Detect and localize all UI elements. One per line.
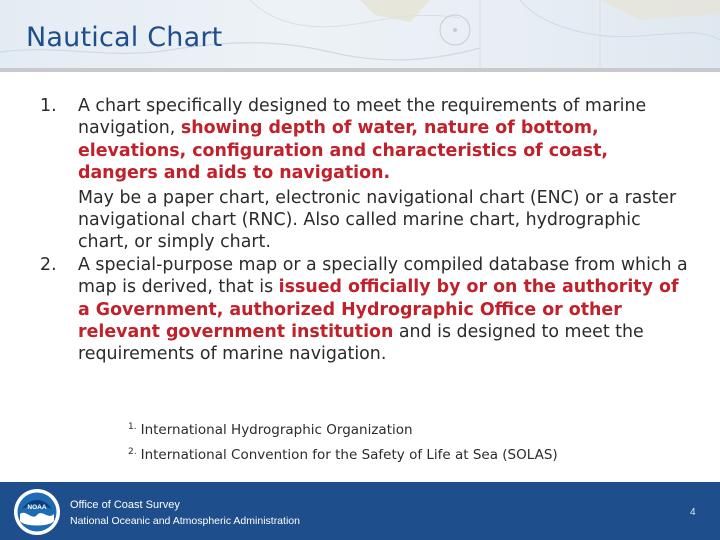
definition-number: 2. [40,254,57,275]
definition-end: . [383,163,391,184]
footnote-2 [128,441,558,466]
definition-item-1 [38,95,688,185]
definition-highlight: issued officially by or on the authority of a Government, authorized Hydrographic Office or other relevant government institution [78,277,679,343]
header-divider [0,68,720,72]
definition-text: A special-purpose map or a specially compiled database from which a map is derived, that is [78,254,688,298]
page-number: 4 [690,507,696,518]
slide-title: Nautical Chart [26,22,223,53]
definition-end: and is designed to meet the requirements of marine navigation. [78,322,644,365]
header-band [0,0,720,68]
footnote-mark: 1. [128,422,137,432]
footnote-1 [128,416,558,441]
definition-text: A chart specifically designed to meet the requirements of marine navigation, [78,96,647,139]
footnotes [128,416,558,466]
definition-number: 1. [40,96,57,116]
definition-list [38,95,688,366]
definition-item-2 [38,254,688,366]
footnote-mark: 2. [128,447,137,457]
footnote-text: International Convention for the Safety of Life at Sea (SOLAS) [140,447,558,463]
footer-bar [0,482,720,540]
logo-text: NOAA [27,504,47,511]
agency-name: National Oceanic and Atmospheric Administration [70,515,300,527]
definition-note: May be a paper chart, electronic navigational chart (ENC) or a raster navigational chart (RNC). Also called marine chart, hydrographic chart, or simply chart. [78,187,677,253]
definition-highlight: showing depth of water, nature of bottom, elevations, configuration and characteristics of coast, dangers and aids to navigation [78,118,609,184]
office-name: Office of Coast Survey [70,499,180,511]
footnote-text: International Hydrographic Organization [140,422,413,438]
noaa-logo-icon [12,487,62,537]
